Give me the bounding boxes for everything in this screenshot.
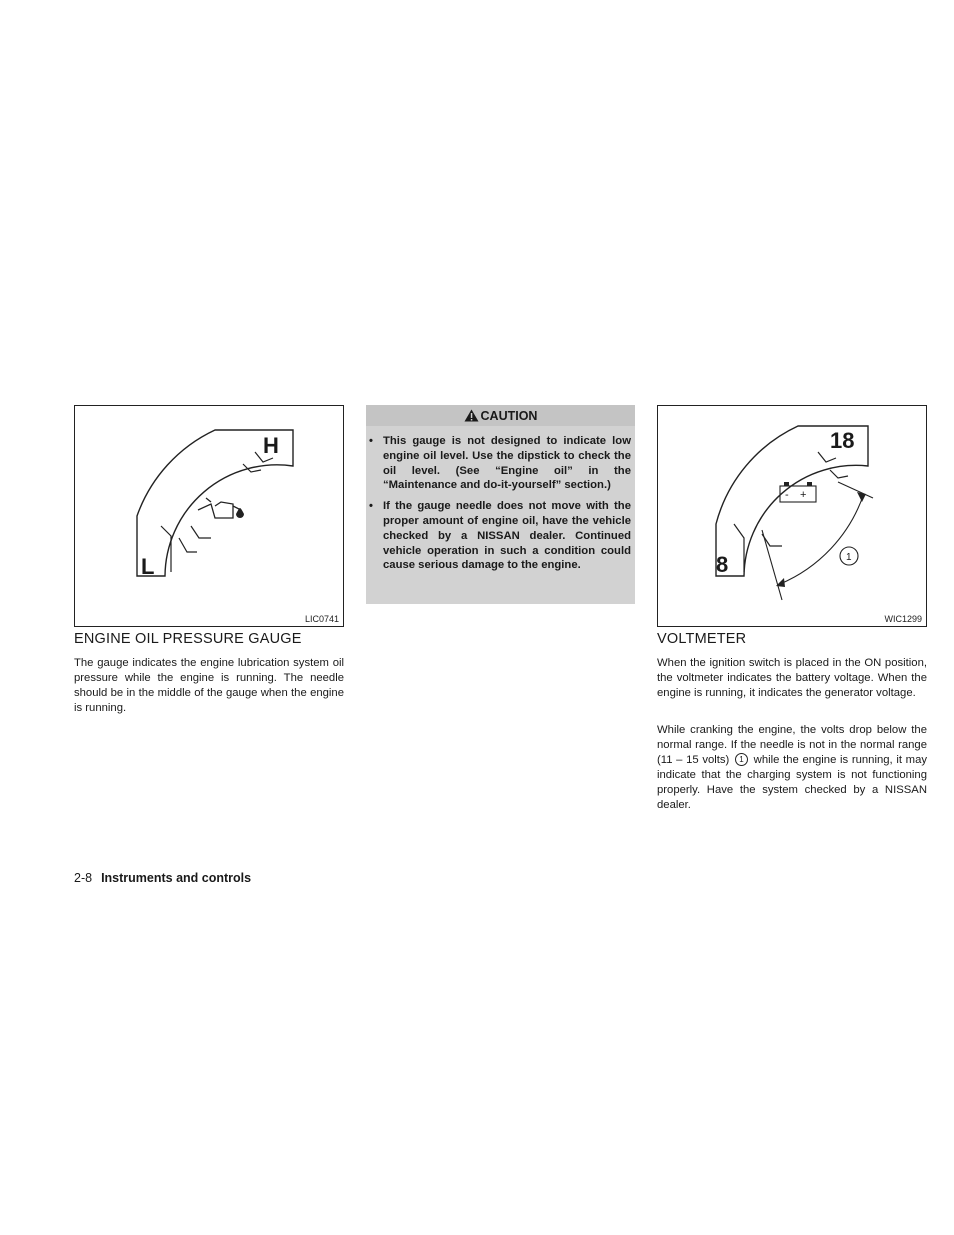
callout-number: 1	[846, 552, 852, 563]
voltmeter-description-1: When the ignition switch is placed in the ON position, the voltmeter indicates the battery voltage. When the engine is running, it indicates the generator voltage.	[657, 657, 927, 699]
gauge-high-label: H	[263, 433, 279, 458]
section-title: Instruments and controls	[101, 871, 252, 885]
oil-gauge-description: The gauge indicates the engine lubrication system oil pressure while the engine is running. The needle should be in the middle of the gauge when the engine is running.	[74, 657, 344, 714]
caution-list	[366, 426, 635, 573]
battery-icon	[780, 482, 816, 502]
warning-triangle-icon	[464, 409, 479, 422]
bullet: •	[369, 500, 373, 513]
caution-item	[369, 499, 631, 573]
voltmeter-description-2: While cranking the engine, the volts drop below the normal range. If the needle is not in the normal range (11 – 15 volts) 1 while the engine is running, it may indicate that the charging system is not functioning properly. Have the system checked by a NISSAN dealer.	[657, 724, 928, 811]
figure-code: LIC0741	[304, 614, 339, 624]
callout-reference: 1	[735, 753, 748, 766]
oil-can-icon	[198, 498, 241, 518]
caution-item	[369, 434, 631, 493]
figure-code: WIC1299	[884, 614, 922, 624]
svg-text:+: +	[800, 489, 807, 501]
voltmeter-illustration	[658, 406, 928, 628]
bullet: •	[369, 435, 373, 447]
oil-gauge-heading: ENGINE OIL PRESSURE GAUGE	[74, 631, 302, 647]
voltmeter-high-label: 18	[830, 428, 855, 453]
page-number: 2-8	[74, 871, 93, 885]
caution-box	[366, 405, 635, 604]
voltmeter-heading: VOLTMETER	[657, 631, 747, 647]
caution-title: CAUTION	[480, 408, 538, 423]
caution-item-text: This gauge is not designed to indicate low engine oil level. Use the dipstick to check the oil level. (See “Engine oil” in the “Maintenance and do-it-yourself” section.)	[383, 435, 631, 492]
voltmeter-low-label: 8	[716, 552, 729, 577]
caution-header	[366, 405, 635, 426]
caution-item-text: If the gauge needle does not move with the proper amount of engine oil, have the vehicle checked by a NISSAN dealer. Continued vehicle operation in such a condition could cause serious damage to the engine.	[383, 500, 631, 572]
voltmeter-figure	[657, 405, 927, 627]
oil-pressure-gauge-figure	[74, 405, 344, 627]
page-footer	[74, 871, 251, 885]
oil-pressure-gauge-illustration	[75, 406, 345, 628]
svg-text:-: -	[785, 489, 789, 501]
gauge-low-label: L	[141, 554, 155, 579]
